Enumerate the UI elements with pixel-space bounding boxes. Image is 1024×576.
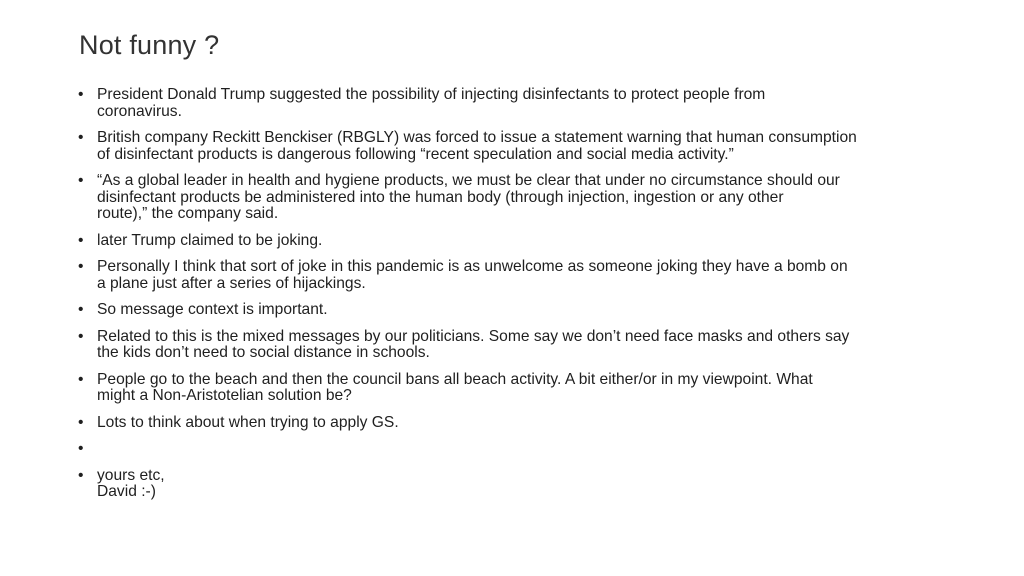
bullet-text: So message context is important. xyxy=(97,301,328,318)
bullet-item xyxy=(78,233,958,250)
slide-title: Not funny ? xyxy=(79,30,220,60)
bullet-item xyxy=(78,130,958,163)
bullet-text: Lots to think about when trying to apply GS. xyxy=(97,413,399,431)
bullet-text: People go to the beach and then the council bans all beach activity. A bit either/or in my viewpoint. What might a Non-Aristotelian solution be? xyxy=(97,370,813,404)
bullet-icon: • xyxy=(78,466,84,484)
bullet-icon: • xyxy=(78,172,84,189)
bullet-text: President Donald Trump suggested the possibility of injecting disinfectants to protect people from coronavirus. xyxy=(97,86,766,120)
bullet-icon: • xyxy=(78,413,84,431)
bullet-icon: • xyxy=(78,129,84,146)
bullet-text: British company Reckitt Benckiser (RBGLY) was forced to issue a statement warning that human consumption of disinfectant products is dangerous following “recent speculation and social media activity.” xyxy=(97,129,857,163)
bullet-item xyxy=(78,173,958,223)
bullet-text: yours etc, David :-) xyxy=(97,466,165,500)
bullet-text: Personally I think that sort of joke in this pandemic is as unwelcome as someone joking they have a bomb on a plane just after a series of hijackings. xyxy=(97,258,848,292)
bullet-icon: • xyxy=(78,370,84,388)
bullet-list xyxy=(78,87,958,511)
bullet-item xyxy=(78,468,958,501)
bullet-icon: • xyxy=(78,301,84,318)
bullet-item xyxy=(78,87,958,120)
bullet-item xyxy=(78,329,958,362)
bullet-item xyxy=(78,259,958,292)
bullet-item xyxy=(78,302,958,319)
bullet-icon: • xyxy=(78,258,84,275)
bullet-icon: • xyxy=(78,440,84,457)
bullet-icon: • xyxy=(78,86,84,103)
bullet-icon: • xyxy=(78,231,84,249)
bullet-text: Related to this is the mixed messages by our politicians. Some say we don’t need face masks and others say the kids don’t need to social distance in schools. xyxy=(97,327,850,361)
bullet-text: later Trump claimed to be joking. xyxy=(97,231,323,249)
bullet-item-empty xyxy=(78,441,958,458)
bullet-item xyxy=(78,415,958,432)
bullet-item xyxy=(78,372,958,405)
bullet-text: “As a global leader in health and hygiene products, we must be clear that under no circumstance should our disinfectant products be administered into the human body (through injection, ingestion or any other route),” the company said. xyxy=(97,172,840,222)
bullet-icon: • xyxy=(78,327,84,345)
